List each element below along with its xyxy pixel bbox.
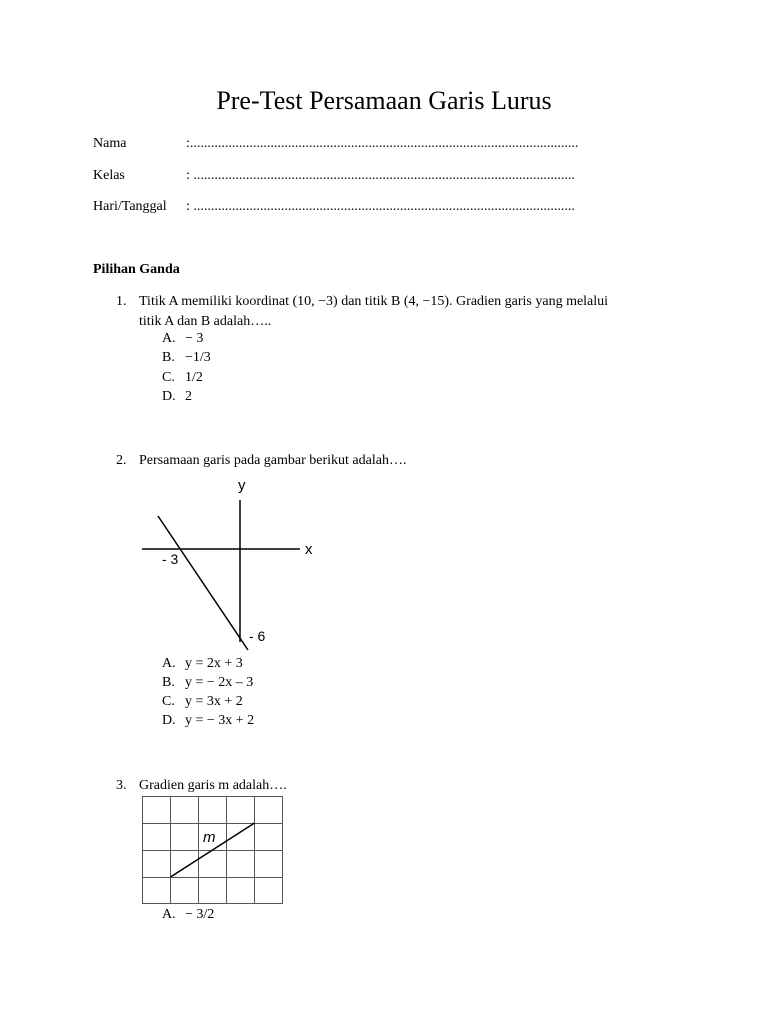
option-letter: A. [162,656,176,671]
field-label-hari-tanggal: Hari/Tanggal [93,199,167,214]
question-text: Titik A memiliki koordinat (10, −3) dan titik B (4, −15). Gradien garis yang melalui [139,294,609,309]
option-letter: C. [162,370,175,385]
graph-line [158,516,248,650]
option-text: y = − 2x – 3 [185,675,254,690]
field-label-nama: Nama [93,136,127,151]
option-letter: B. [162,350,175,365]
section-title: Pilihan Ganda [93,262,180,277]
x-axis-label: x [305,541,313,558]
option-letter: B. [162,675,175,690]
option-text: 2 [185,389,192,404]
question-number: 3. [116,778,127,793]
option-letter: D. [162,713,176,728]
coordinate-graph-figure [130,470,330,655]
question-number: 1. [116,294,127,309]
field-dots-nama: :............................................................................................................... [186,136,579,151]
y-intercept-label: - 6 [249,628,266,644]
y-axis-label: y [238,477,246,494]
x-intercept-label: - 3 [162,551,179,567]
question-text: Gradien garis m adalah…. [139,778,287,793]
line-m-label: m [203,829,216,846]
option-letter: D. [162,389,176,404]
question-text: Persamaan garis pada gambar berikut adalah…. [139,453,407,468]
question-text: titik A dan B adalah….. [139,314,272,329]
question-number: 2. [116,453,127,468]
option-text: − 3/2 [185,907,215,922]
field-dots-kelas: : ............................................................................................................. [186,168,575,183]
grid-figure [141,795,285,905]
field-label-kelas: Kelas [93,168,125,183]
field-dots-hari-tanggal: : ............................................................................................................. [186,199,575,214]
option-text: −1/3 [185,350,211,365]
option-text: − 3 [185,331,204,346]
option-text: y = − 3x + 2 [185,713,255,728]
option-letter: C. [162,694,175,709]
page-title: Pre-Test Persamaan Garis Lurus [216,86,552,115]
option-text: y = 3x + 2 [185,694,243,709]
option-letter: A. [162,907,176,922]
option-text: y = 2x + 3 [185,656,243,671]
option-letter: A. [162,331,176,346]
option-text: 1/2 [185,370,203,385]
